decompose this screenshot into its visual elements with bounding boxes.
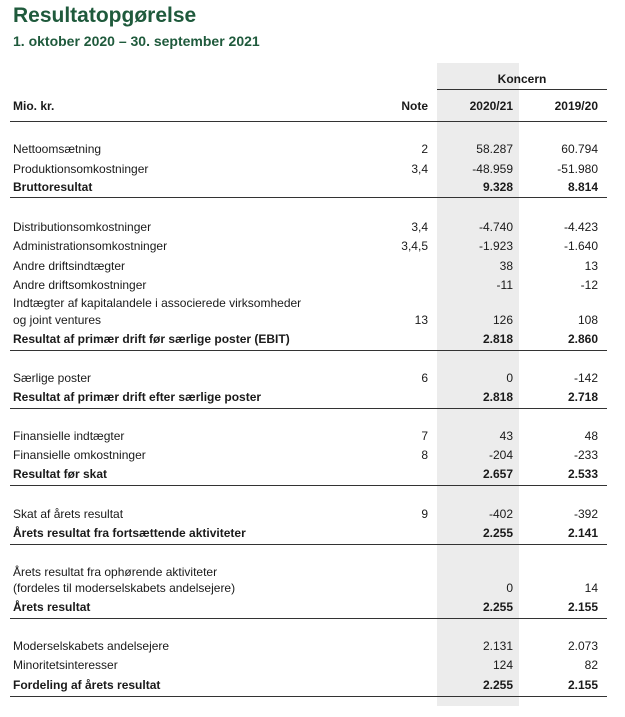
row-label: Særlige poster (13, 371, 92, 385)
row-label: Produktionsomkostninger (13, 162, 149, 176)
section-divider (10, 696, 607, 697)
value-2020-21: 43 (499, 429, 513, 443)
section-divider (10, 408, 607, 409)
value-2019-20: -51.980 (557, 162, 598, 176)
row-label: Fordeling af årets resultat (13, 678, 161, 692)
group-header-rule (437, 89, 607, 90)
value-2019-20: 13 (584, 259, 598, 273)
row-note: 2 (421, 142, 428, 156)
value-2020-21: -204 (488, 448, 513, 462)
section-divider (10, 618, 607, 619)
value-2020-21: 0 (506, 581, 513, 595)
row-label: Finansielle omkostninger (13, 448, 146, 462)
row-label: Årets resultat (13, 600, 91, 614)
section-divider (10, 544, 607, 545)
row-note: 3,4 (411, 220, 428, 234)
row-label: Skat af årets resultat (13, 507, 124, 521)
value-2020-21: 2.255 (482, 600, 513, 614)
row-label: og joint ventures (13, 313, 102, 327)
section-divider (10, 350, 607, 351)
subtitle: 1. oktober 2020 – 30. september 2021 (13, 33, 260, 49)
value-2020-21: 0 (506, 371, 513, 385)
row-note: 6 (421, 371, 428, 385)
value-2019-20: -392 (573, 507, 598, 521)
value-2019-20: 2.718 (567, 390, 598, 404)
value-2020-21: 124 (492, 658, 513, 672)
value-2020-21: 126 (492, 313, 513, 327)
row-label: Administrationsomkostninger (13, 239, 168, 253)
value-2019-20: 48 (584, 429, 598, 443)
value-2019-20: 108 (577, 313, 598, 327)
row-note: 13 (414, 313, 428, 327)
value-2019-20: 60.794 (561, 142, 598, 156)
row-note: 9 (421, 507, 428, 521)
value-2020-21: 2.131 (482, 639, 513, 653)
value-2019-20: 2.155 (567, 678, 598, 692)
value-2019-20: 82 (584, 658, 598, 672)
value-2019-20: 2.155 (567, 600, 598, 614)
group-header: Koncern (497, 72, 547, 86)
row-note: 3,4 (411, 162, 428, 176)
value-2019-20: -142 (573, 371, 598, 385)
section-divider (10, 485, 607, 486)
note-column-header: Note (401, 99, 428, 113)
row-label: Minoritetsinteresser (13, 658, 118, 672)
row-label: Nettoomsætning (13, 142, 102, 156)
value-2019-20: 2.533 (567, 467, 598, 481)
header-divider (10, 121, 607, 122)
row-label: Andre driftsomkostninger (13, 278, 147, 292)
section-divider (10, 197, 607, 198)
value-2019-20: -233 (573, 448, 598, 462)
value-2020-21: -402 (488, 507, 513, 521)
value-2019-20: -1.640 (563, 239, 598, 253)
row-label: Indtægter af kapitalandele i associerede virksomheder (13, 296, 302, 310)
row-label: Resultat af primær drift efter særlige poster (13, 390, 262, 404)
title: Resultatopgørelse (13, 4, 197, 27)
year-2019-20-column-header: 2019/20 (554, 99, 598, 113)
row-label: Moderselskabets andelsejere (13, 639, 170, 653)
value-2020-21: -1.923 (478, 239, 513, 253)
row-label: Andre driftsindtægter (13, 259, 126, 273)
row-note: 7 (421, 429, 428, 443)
row-note: 8 (421, 448, 428, 462)
value-2020-21: 2.818 (482, 332, 513, 346)
value-2019-20: 2.860 (567, 332, 598, 346)
row-note: 3,4,5 (401, 239, 428, 253)
value-2020-21: 2.255 (482, 678, 513, 692)
row-label: Resultat før skat (13, 467, 108, 481)
row-label: Årets resultat fra ophørende aktiviteter (13, 565, 218, 579)
year-2020-21-column-header: 2020/21 (469, 99, 513, 113)
value-2020-21: 9.328 (482, 180, 513, 194)
value-2020-21: -11 (496, 278, 513, 292)
value-2019-20: 2.073 (567, 639, 598, 653)
value-2019-20: 14 (584, 581, 598, 595)
value-2019-20: 8.814 (567, 180, 598, 194)
row-label: Finansielle indtægter (13, 429, 125, 443)
row-label: (fordeles til moderselskabets andelsejere) (13, 581, 236, 595)
value-2020-21: 2.255 (482, 526, 513, 540)
value-2020-21: 58.287 (476, 142, 513, 156)
value-2020-21: 2.657 (482, 467, 513, 481)
row-label: Distributionsomkostninger (13, 220, 152, 234)
value-2020-21: -4.740 (478, 220, 513, 234)
value-2019-20: -12 (580, 278, 598, 292)
value-2019-20: 2.141 (567, 526, 598, 540)
value-2020-21: 2.818 (482, 390, 513, 404)
row-label: Resultat af primær drift før særlige poster (EBIT) (13, 332, 290, 346)
value-2020-21: 38 (499, 259, 513, 273)
label-column-header: Mio. kr. (13, 99, 55, 113)
value-2019-20: -4.423 (563, 220, 598, 234)
value-2020-21: -48.959 (472, 162, 513, 176)
row-label: Årets resultat fra fortsættende aktiviteter (13, 526, 246, 540)
row-label: Bruttoresultat (13, 180, 93, 194)
